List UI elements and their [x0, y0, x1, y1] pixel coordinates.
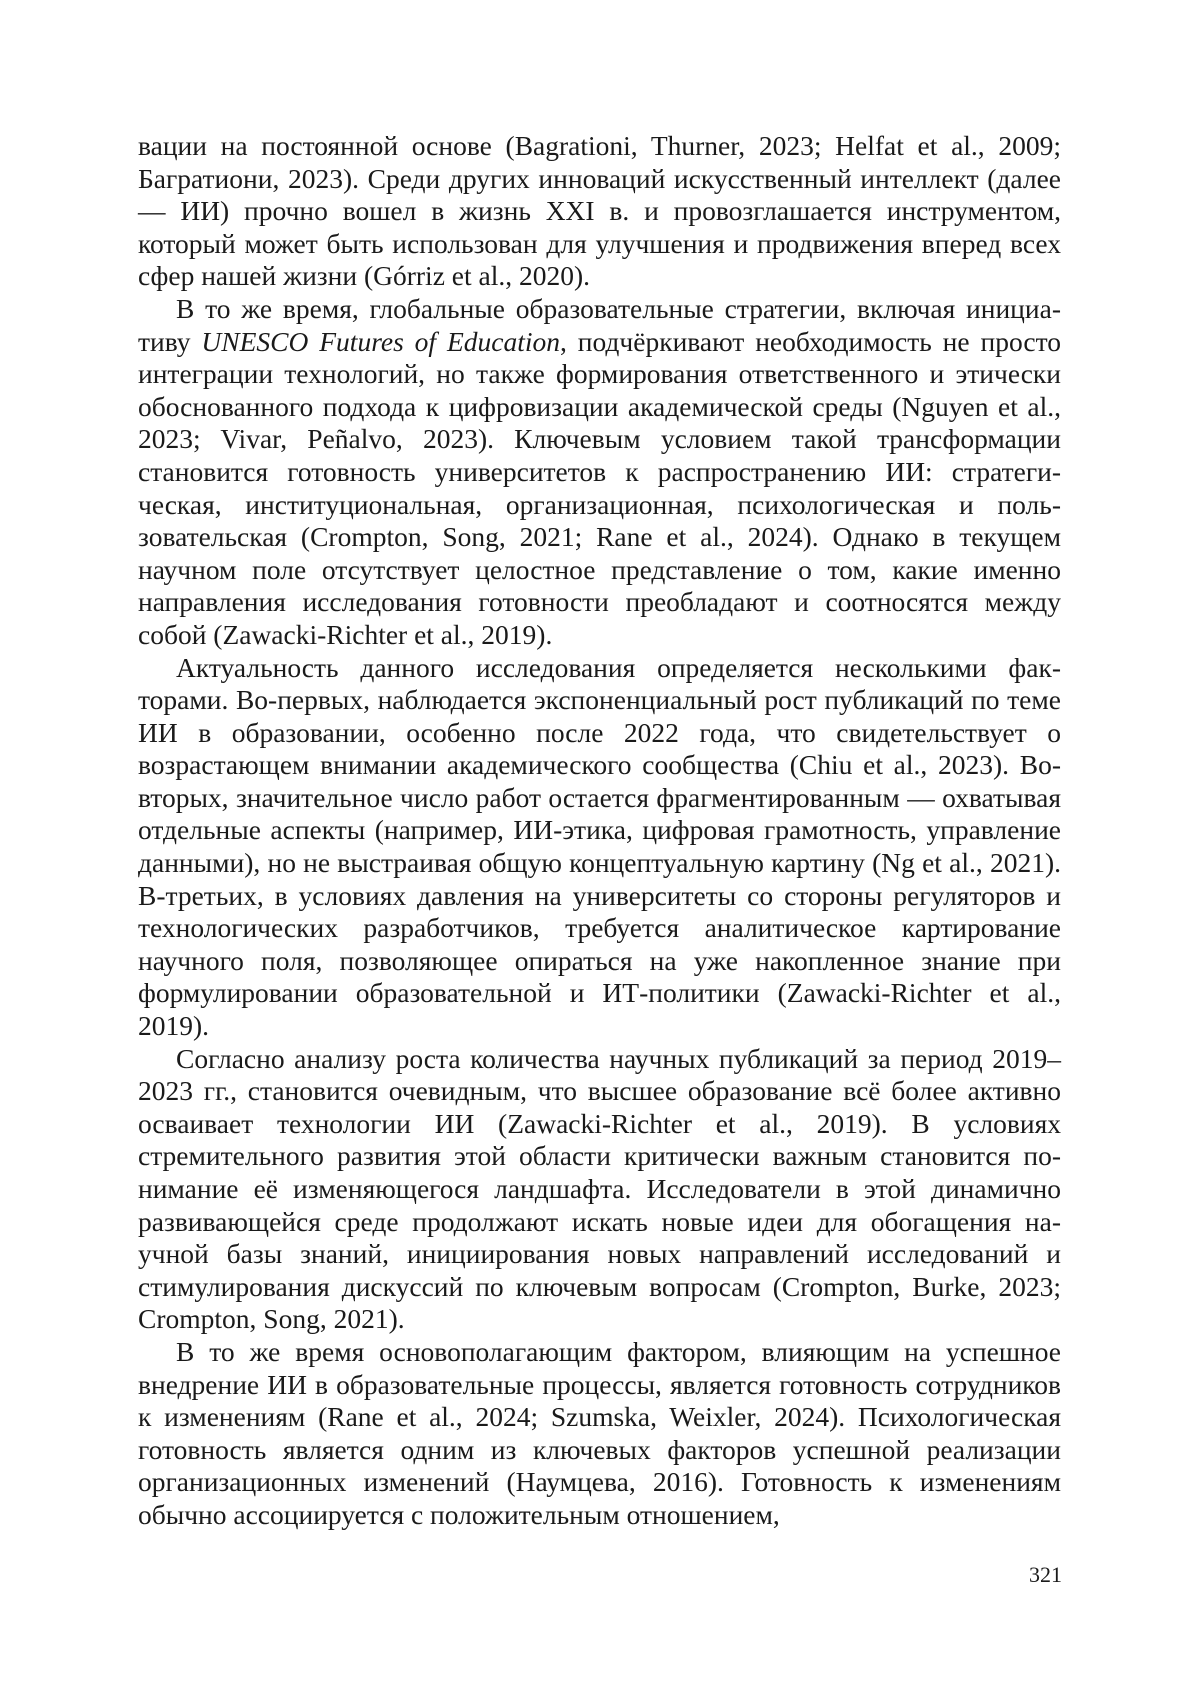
paragraph-2 — [138, 293, 1061, 652]
paragraph-2-start: В то же время, глобальные образовательные стратегии, включая инициативу — [138, 292, 1061, 357]
page-number: 321 — [1029, 1562, 1062, 1587]
paragraph-3: Актуальность данного исследования определяется несколькими факторами. Во-первых, наблюдается экспоненциальный рост публикаций по теме ИИ в образовании, особенно после 2022 года, что свидетельствует о возрастающем внимании академического сообщества (Chiu et al., 2023). Во-вторых, значительное число работ остается фрагментированным — охватывая отдельные аспекты (например, ИИ-этика, цифровая грамотность, управление данными), но не выстраивая общую концептуальную картину (Ng et al., 2021). В-третьих, в условиях давления на университеты со стороны регуляторов и технологических разработчиков, требуется аналитическое картирование научного поля, позволяющее опираться на уже накопленное знание при формулировании образовательной и ИТ-политики (Zawacki-Richter et al., 2019). — [138, 651, 1061, 1042]
unesco-initiative-title: UNESCO Futures of Education — [201, 325, 560, 357]
page-body — [138, 130, 1061, 1532]
paragraph-2-rest: , подчёркивают необходимость не просто интеграции технологий, но также формирования ответственного и этически обоснованного подхода к цифровизации академической среды (Nguyen et al., 2023; Vivar, Peñalvo, 2023). Ключевым условием такой трансформации становится готовность университетов к распространению ИИ: стратегическая, институциональная, организационная, психологическая и пользовательская (Crompton, Song, 2021; Rane et al., 2024). Однако в текущем научном поле отсутствует целостное представление о том, какие именно направления исследования готовности преобладают и соотносятся между собой (Zawacki-Richter et al., 2019). — [138, 325, 1062, 650]
paragraph-4: Согласно анализу роста количества научных публикаций за период 2019–2023 гг., становится очевидным, что высшее образование всё более активно осваивает технологии ИИ (Zawacki-Richter et al., 2019). В условиях стремительного развития этой области критически важным становится понимание её изменяющегося ландшафта. Исследователи в этой динамично развивающейся среде продолжают искать новые идеи для обогащения научной базы знаний, инициирования новых направлений исследований и стимулирования дискуссий по ключевым вопросам (Crompton, Burke, 2023; Crompton, Song, 2021). — [138, 1042, 1061, 1335]
paragraph-5: В то же время основополагающим фактором, влияющим на успешное внедрение ИИ в образовательные процессы, является готовность сотрудников к изменениям (Rane et al., 2024; Szumska, Weixler, 2024). Психологическая готовность является одним из ключевых факторов успешной реализации организационных изменений (Наумцева, 2016). Готовность к изменениям обычно ассоциируется с положительным отношением, — [138, 1335, 1061, 1530]
paragraph-1: вации на постоянной основе (Bagrationi, Thurner, 2023; Helfat et al., 2009; Багратиони, 2023). Среди других инноваций искусственный интеллект (далее — ИИ) прочно вошел в жизнь XXI в. и провозглашается инструментом, который может быть использован для улучшения и продвижения вперед всех сфер нашей жизни (Górriz et al., 2020). — [138, 130, 1061, 292]
